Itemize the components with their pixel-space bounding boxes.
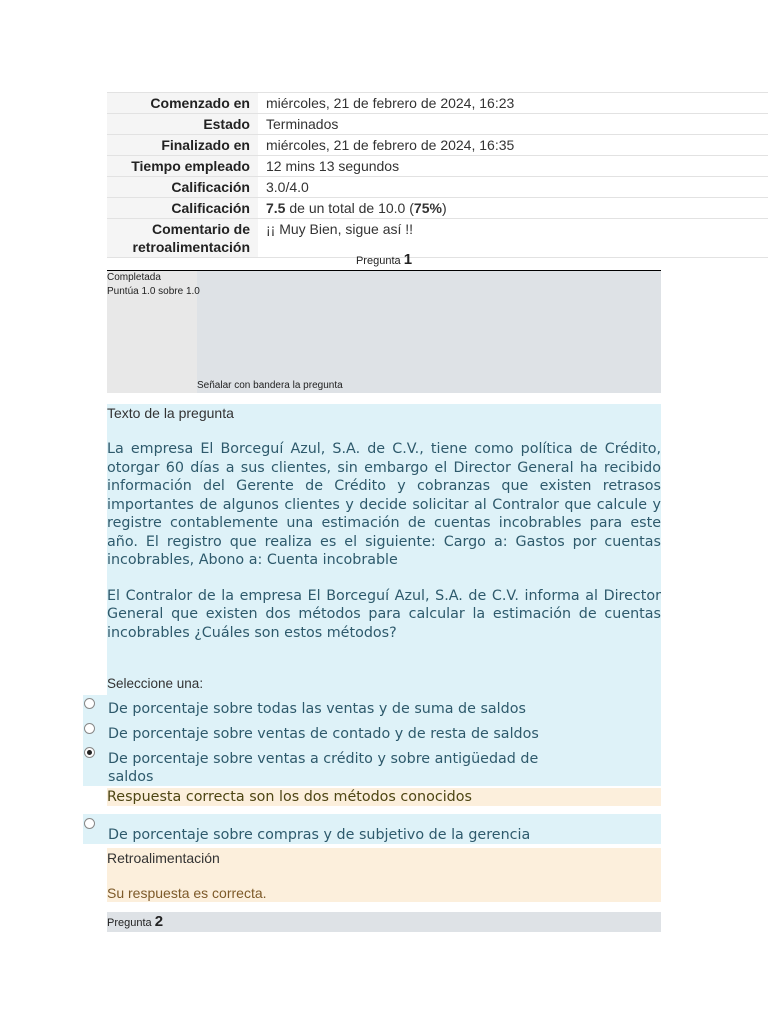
feedback-label: Retroalimentación [107, 850, 220, 866]
option-label-line: saldos [108, 769, 154, 785]
question-1-heading [107, 253, 661, 271]
summary-row [107, 177, 768, 198]
option-label[interactable]: De porcentaje sobre ventas de contado y de resta de saldos [108, 726, 539, 742]
grade-percent: 75% [413, 200, 442, 216]
question-paragraph: El Contralor de la empresa El Borceguí Azul, S.A. de C.V. informa al Director General que existen dos métodos para calcular la estimación de cuentas incobrables ¿Cuáles son estos métodos? [107, 587, 661, 641]
option-label[interactable]: De porcentaje sobre todas las ventas y de suma de saldos [108, 701, 526, 717]
feedback-panel [107, 848, 661, 902]
question-number: 1 [403, 251, 413, 268]
summary-row [107, 114, 768, 135]
specific-feedback: Respuesta correcta son los dos métodos conocidos [107, 788, 661, 806]
question-2-heading [107, 912, 661, 932]
option-radio[interactable] [84, 698, 95, 709]
summary-value: miércoles, 21 de febrero de 2024, 16:23 [266, 95, 515, 111]
option-label[interactable]: De porcentaje sobre compras y de subjetivo de la gerencia [108, 827, 531, 843]
flag-question-link[interactable]: Señalar con bandera la pregunta [197, 380, 343, 391]
option-label-line: De porcentaje sobre ventas a crédito y sobre antigüedad de [108, 751, 539, 767]
summary-value: Terminados [266, 116, 339, 132]
summary-row [107, 135, 768, 156]
option-radio[interactable] [84, 723, 95, 734]
summary-row [107, 156, 768, 177]
summary-value: ¡¡ Muy Bien, sigue así !! [266, 221, 414, 237]
question-state: Completada [107, 272, 161, 283]
attempt-summary-table [107, 92, 768, 258]
summary-label: Comenzado en [107, 93, 258, 114]
summary-label: Calificación [107, 198, 258, 219]
question-prefix: Pregunta [355, 255, 401, 267]
question-grade: Puntúa 1.0 sobre 1.0 [107, 286, 200, 297]
summary-label [107, 219, 258, 258]
question-info-panel [107, 271, 661, 393]
grade-total: de un total de 10.0 ( [285, 200, 414, 216]
summary-label: Tiempo empleado [107, 156, 258, 177]
question-text-label: Texto de la pregunta [107, 405, 234, 421]
grade-score: 7.5 [266, 200, 286, 216]
question-paragraph: La empresa El Borceguí Azul, S.A. de C.V., tiene como política de Crédito, otorgar 60 días a sus clientes, sin embargo el Director General ha recibido información del Gerente de Crédito y cobranzas que existen retrasos importantes de algunos clientes y decide solicitar al Contralor que calcule y registre contablemente una estimación de cuentas incobrables para este año. El registro que realiza es el siguiente: Cargo a: Gastos por cuentas incobrables, Abono a: Cuenta incobrable [107, 441, 661, 568]
summary-value: 3.0/4.0 [266, 179, 309, 195]
option-label[interactable] [108, 750, 538, 786]
option-radio[interactable] [84, 818, 95, 829]
summary-label-line: retroalimentación [132, 239, 250, 255]
summary-value [258, 198, 768, 219]
summary-value: miércoles, 21 de febrero de 2024, 16:35 [266, 137, 515, 153]
question-text [107, 440, 661, 659]
summary-row [107, 93, 768, 114]
summary-value: 12 mins 13 segundos [266, 158, 400, 174]
question-prefix: Pregunta [107, 917, 152, 929]
option-radio-selected[interactable] [84, 747, 95, 758]
general-feedback: Su respuesta es correcta. [107, 885, 267, 901]
grade-close: ) [441, 200, 447, 216]
summary-label: Finalizado en [107, 135, 258, 156]
summary-label: Calificación [107, 177, 258, 198]
select-one-label: Seleccione una: [107, 676, 204, 691]
question-number: 2 [154, 913, 164, 930]
summary-row [107, 198, 768, 219]
summary-row [107, 219, 768, 258]
summary-label: Estado [107, 114, 258, 135]
summary-label-line: Comentario de [151, 221, 250, 237]
